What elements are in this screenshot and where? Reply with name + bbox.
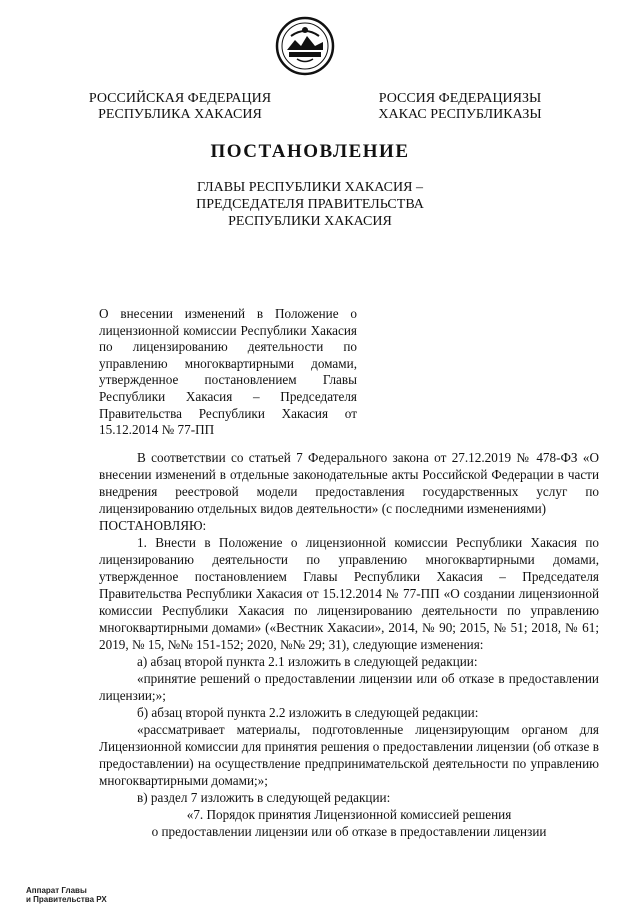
item-1-paragraph: 1. Внести в Положение о лицензионной комиссии Республики Хакасия по лицензированию деятельности по управлению многоквартирными домами, утвержденное постановлением Главы Республики Хакасия – Председателя Правительства Республики Хакасия от 15.12.2014 № 77-ПП «О создании лицензионной комиссии Республики Хакасия по лицензированию деятельности по управлению многоквартирными домами» («Вестник Хакасии», 2014, № 90; 2015, № 51; 2018, № 61; 2019, № 15, №№ 151-152; 2020, №№ 29; 31), следующие изменения:	[99, 535, 599, 652]
header-left	[80, 91, 280, 123]
header-right-line1: РОССИЯ ФЕДЕРАЦИЯЗЫ	[378, 91, 542, 106]
item-a-paragraph: а) абзац второй пункта 2.1 изложить в следующей редакции:	[137, 654, 478, 669]
section-heading-line1: «7. Порядок принятия Лицензионной комиссией решения	[186, 807, 512, 822]
item-b-paragraph: б) абзац второй пункта 2.2 изложить в следующей редакции:	[137, 705, 479, 720]
footer-stamp	[26, 886, 107, 904]
decree-word: ПОСТАНОВЛЯЮ:	[99, 518, 207, 533]
subtitle-line3: РЕСПУБЛИКИ ХАКАСИЯ	[228, 214, 392, 229]
document-subtitle	[0, 179, 620, 230]
footer-line2: и Правительства РХ	[26, 895, 107, 904]
subtitle-line2: ПРЕДСЕДАТЕЛЯ ПРАВИТЕЛЬСТВА	[196, 197, 424, 212]
coat-of-arms-icon	[275, 16, 335, 76]
document-body	[99, 449, 599, 840]
item-c-paragraph: в) раздел 7 изложить в следующей редакции:	[137, 790, 391, 805]
footer-line1: Аппарат Главы	[26, 886, 87, 895]
section-heading-line2: о предоставлении лицензии или об отказе в предоставлении лицензии	[151, 824, 547, 839]
header-left-line1: РОССИЙСКАЯ ФЕДЕРАЦИЯ	[88, 91, 272, 106]
preamble-paragraph: В соответствии со статьей 7 Федерального закона от 27.12.2019 № 478-ФЗ «О внесении изменений в отдельные законодательные акты Российской Федерации в части внедрения реестровой модели предоставления государственных услуг по лицензированию отдельных видов деятельности» (с последними изменениями)	[99, 450, 599, 516]
document-subject: О внесении изменений в Положение о лицензионной комиссии Республики Хакасия по лицензированию деятельности по управлению многоквартирными домами, утвержденное постановлением Главы Республики Хакасия – Председателя Правительства Республики Хакасия от 15.12.2014 № 77-ПП	[99, 306, 357, 438]
document-title: ПОСТАНОВЛЕНИЕ	[210, 141, 410, 162]
header-right-line2: ХАКАС РЕСПУБЛИКАЗЫ	[378, 107, 542, 122]
item-a-text-paragraph: «принятие решений о предоставлении лицензии или об отказе в предоставлении лицензии;»;	[99, 671, 599, 703]
subtitle-line1: ГЛАВЫ РЕСПУБЛИКИ ХАКАСИЯ –	[197, 180, 423, 195]
item-b-text-paragraph: «рассматривает материалы, подготовленные лицензирующим органом для Лицензионной комиссии для принятия решения о предоставлении лицензии (об отказе в предоставлении) на осуществление предпринимательской деятельности по управлению многоквартирными домами;»;	[99, 722, 599, 788]
header-right	[360, 91, 560, 123]
header-left-line2: РЕСПУБЛИКА ХАКАСИЯ	[98, 107, 262, 122]
